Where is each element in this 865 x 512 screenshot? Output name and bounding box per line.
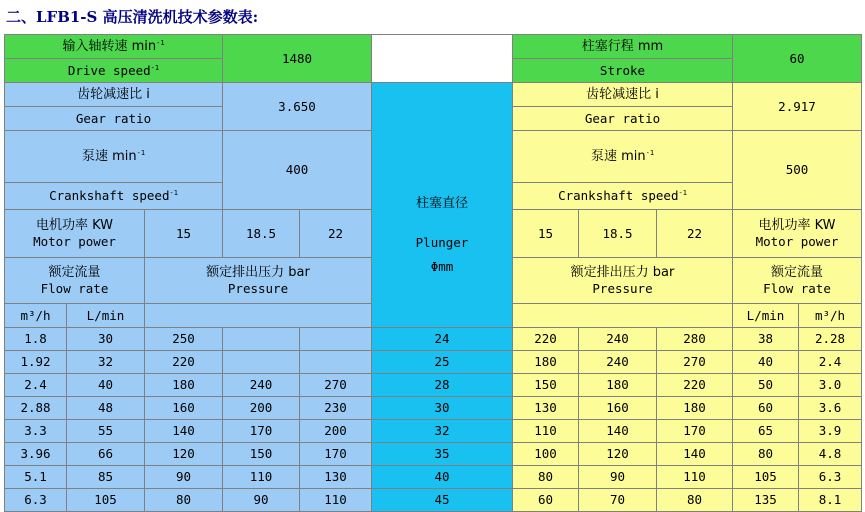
cell-lmin-l: 40 [67, 374, 145, 397]
cell-p15-l: 80 [145, 489, 223, 512]
cell-plunger: 45 [372, 489, 513, 512]
motor-power-right-22: 22 [657, 210, 733, 258]
cell-p15-l: 140 [145, 420, 223, 443]
cell-p15-l: 90 [145, 466, 223, 489]
cell-m3h-l: 5.1 [5, 466, 67, 489]
pump-speed-left-en: Crankshaft speed [49, 188, 170, 203]
pump-speed-right-value: 500 [733, 131, 862, 210]
cell-lmin-r: 60 [733, 397, 799, 420]
pump-speed-left-en-cell [5, 183, 223, 210]
cell-p22-r: 180 [657, 397, 733, 420]
cell-m3h-r: 8.1 [799, 489, 862, 512]
pump-speed-right-en: Crankshaft speed [558, 188, 679, 203]
cell-lmin-r: 65 [733, 420, 799, 443]
cell-p15-l: 180 [145, 374, 223, 397]
pressure-right-label [513, 258, 733, 304]
gear-ratio-left-en: Gear ratio [5, 107, 223, 131]
input-speed-zh-sup: -1 [156, 39, 165, 47]
gear-ratio-right-zh-text: 齿轮减速比 i [586, 87, 659, 102]
blank-top-cell [372, 35, 513, 83]
table-row [5, 328, 862, 351]
cell-p185-r: 90 [579, 466, 657, 489]
stroke-label-cell [513, 35, 733, 59]
flow-left-label [5, 258, 145, 304]
cell-p185-l: 170 [223, 420, 300, 443]
cell-m3h-l: 2.4 [5, 374, 67, 397]
cell-m3h-l: 2.88 [5, 397, 67, 420]
input-speed-en-cell [5, 59, 223, 83]
motor-power-right-en: Motor power [755, 233, 839, 249]
cell-p185-r: 120 [579, 443, 657, 466]
unit-lmin-left: L/min [67, 304, 145, 328]
cell-p185-l: 150 [223, 443, 300, 466]
motor-power-right-18-5: 18.5 [579, 210, 657, 258]
cell-p22-r: 80 [657, 489, 733, 512]
cell-lmin-r: 80 [733, 443, 799, 466]
cell-m3h-l: 3.96 [5, 443, 67, 466]
pump-speed-left-sup: -1 [136, 149, 146, 157]
plunger-zh: 柱塞直径 [415, 196, 468, 211]
cell-p15-l: 120 [145, 443, 223, 466]
cell-lmin-l: 66 [67, 443, 145, 466]
cell-p185-r: 70 [579, 489, 657, 512]
cell-p15-r: 100 [513, 443, 579, 466]
cell-p15-r: 150 [513, 374, 579, 397]
flow-left-en: Flow rate [40, 280, 109, 296]
spec-table-body [5, 35, 862, 512]
cell-p22-l: 130 [300, 466, 372, 489]
cell-m3h-r: 2.28 [799, 328, 862, 351]
motor-power-right-15: 15 [513, 210, 579, 258]
cell-p185-l [223, 328, 300, 351]
pump-speed-left-en-sup: -1 [169, 189, 178, 197]
pump-speed-right-en-cell [513, 183, 733, 210]
cell-p15-l: 220 [145, 351, 223, 374]
cell-plunger: 30 [372, 397, 513, 420]
cell-p22-l: 230 [300, 397, 372, 420]
cell-p22-r: 110 [657, 466, 733, 489]
cell-m3h-r: 3.9 [799, 420, 862, 443]
input-speed-value: 1480 [223, 35, 372, 83]
stroke-zh: 柱塞行程 mm [581, 39, 664, 54]
cell-m3h-r: 4.8 [799, 443, 862, 466]
unit-m3h-right: m³/h [799, 304, 862, 328]
cell-p15-r: 220 [513, 328, 579, 351]
cell-p15-r: 60 [513, 489, 579, 512]
cell-p185-r: 180 [579, 374, 657, 397]
cell-p185-r: 140 [579, 420, 657, 443]
plunger-column [372, 83, 512, 327]
cell-lmin-l: 30 [67, 328, 145, 351]
motor-power-left-22: 22 [300, 210, 372, 258]
cell-plunger: 32 [372, 420, 513, 443]
cell-p15-r: 130 [513, 397, 579, 420]
cell-plunger: 35 [372, 443, 513, 466]
pressure-right-blank [513, 304, 733, 328]
cell-m3h-l: 6.3 [5, 489, 67, 512]
gear-ratio-right-value: 2.917 [733, 83, 862, 131]
cell-p185-l: 200 [223, 397, 300, 420]
input-speed-label-cell [5, 35, 223, 59]
cell-p22-l: 270 [300, 374, 372, 397]
cell-p15-r: 110 [513, 420, 579, 443]
pressure-left-blank [145, 304, 372, 328]
cell-p22-l [300, 351, 372, 374]
pump-speed-right-en-sup: -1 [678, 189, 687, 197]
cell-p15-l: 250 [145, 328, 223, 351]
page-title: 二、LFB1-S 高压清洗机技术参数表: [6, 8, 259, 26]
cell-p22-l: 170 [300, 443, 372, 466]
cell-p22-r: 270 [657, 351, 733, 374]
cell-lmin-r: 38 [733, 328, 799, 351]
cell-plunger: 25 [372, 351, 513, 374]
motor-power-left-en: Motor power [33, 233, 116, 249]
cell-p22-r: 140 [657, 443, 733, 466]
motor-power-left-15: 15 [145, 210, 223, 258]
cell-m3h-r: 6.3 [799, 466, 862, 489]
cell-p15-r: 80 [513, 466, 579, 489]
cell-m3h-l: 1.92 [5, 351, 67, 374]
cell-m3h-r: 3.0 [799, 374, 862, 397]
pressure-left-label [145, 258, 372, 304]
gear-ratio-right-en: Gear ratio [513, 107, 733, 131]
motor-power-right-zh: 电机功率 KW [758, 217, 836, 233]
gear-ratio-right-zh [513, 83, 733, 107]
motor-power-right-label [733, 210, 862, 258]
cell-m3h-r: 3.6 [799, 397, 862, 420]
cell-p22-r: 170 [657, 420, 733, 443]
cell-p22-l [300, 328, 372, 351]
motor-power-left-zh: 电机功率 KW [35, 217, 114, 233]
table-row [5, 351, 862, 374]
input-speed-zh: 输入轴转速 min [62, 39, 157, 54]
cell-p22-r: 280 [657, 328, 733, 351]
cell-lmin-r: 135 [733, 489, 799, 512]
table-row [5, 397, 862, 420]
table-row [5, 466, 862, 489]
table-row [5, 443, 862, 466]
cell-p185-l: 110 [223, 466, 300, 489]
cell-p15-r: 180 [513, 351, 579, 374]
unit-m3h-left: m³/h [5, 304, 67, 328]
plunger-en: Plunger [415, 235, 469, 250]
cell-p185-l: 240 [223, 374, 300, 397]
cell-p185-r: 240 [579, 328, 657, 351]
cell-lmin-l: 105 [67, 489, 145, 512]
cell-p22-r: 220 [657, 374, 733, 397]
flow-right-label [733, 258, 862, 304]
cell-plunger: 24 [372, 328, 513, 351]
stroke-en: Stroke [513, 59, 733, 83]
pressure-left-en: Pressure [227, 280, 289, 296]
pump-speed-left-zh: 泵速 min [81, 149, 137, 164]
plunger-unit: Φmm [430, 259, 454, 274]
stroke-value: 60 [733, 35, 862, 83]
pump-speed-right-zh-cell [513, 131, 733, 183]
cell-p185-l [223, 351, 300, 374]
cell-p185-r: 240 [579, 351, 657, 374]
gear-ratio-left-zh [5, 83, 223, 107]
pump-speed-right-zh: 泵速 min [590, 149, 646, 164]
flow-right-zh: 额定流量 [770, 264, 823, 280]
cell-lmin-l: 85 [67, 466, 145, 489]
cell-lmin-l: 55 [67, 420, 145, 443]
cell-p15-l: 160 [145, 397, 223, 420]
gear-ratio-left-zh-text: 齿轮减速比 i [77, 87, 150, 102]
cell-lmin-r: 50 [733, 374, 799, 397]
cell-lmin-r: 40 [733, 351, 799, 374]
motor-power-left-label [5, 210, 145, 258]
cell-lmin-l: 48 [67, 397, 145, 420]
flow-left-zh: 额定流量 [48, 264, 101, 280]
cell-p185-l: 90 [223, 489, 300, 512]
unit-lmin-right: L/min [733, 304, 799, 328]
table-row [5, 374, 862, 397]
plunger-column-cell [372, 83, 513, 328]
pressure-right-en: Pressure [592, 280, 653, 296]
spec-table [4, 34, 862, 512]
cell-m3h-r: 2.4 [799, 351, 862, 374]
flow-right-en: Flow rate [763, 280, 831, 296]
input-speed-en: Drive speed [67, 62, 151, 78]
cell-m3h-l: 1.8 [5, 328, 67, 351]
cell-m3h-l: 3.3 [5, 420, 67, 443]
cell-plunger: 40 [372, 466, 513, 489]
cell-p22-l: 110 [300, 489, 372, 512]
table-row [5, 420, 862, 443]
cell-lmin-l: 32 [67, 351, 145, 374]
pressure-right-zh: 额定排出压力 bar [570, 264, 675, 280]
pump-speed-left-value: 400 [223, 131, 372, 210]
cell-p22-l: 200 [300, 420, 372, 443]
cell-p185-r: 160 [579, 397, 657, 420]
input-speed-en-sup: -1 [150, 63, 160, 72]
pump-speed-right-sup: -1 [645, 149, 655, 157]
pressure-left-zh: 额定排出压力 bar [206, 264, 310, 280]
motor-power-left-18-5: 18.5 [223, 210, 300, 258]
pump-speed-left-zh-cell [5, 131, 223, 183]
cell-plunger: 28 [372, 374, 513, 397]
cell-lmin-r: 105 [733, 466, 799, 489]
table-row [5, 489, 862, 512]
gear-ratio-left-value: 3.650 [223, 83, 372, 131]
